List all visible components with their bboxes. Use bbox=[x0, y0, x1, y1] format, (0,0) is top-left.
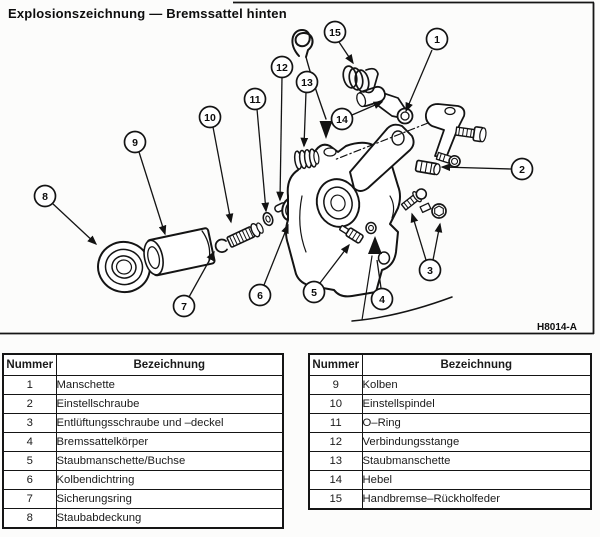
part-name: Einstellschraube bbox=[56, 395, 283, 414]
callout-number-5: 5 bbox=[311, 286, 317, 299]
parts-table bbox=[2, 353, 284, 529]
table-row bbox=[3, 490, 283, 509]
disc-edge-curve bbox=[352, 297, 452, 321]
parts-table bbox=[308, 353, 592, 510]
callout-number-13: 13 bbox=[301, 76, 313, 89]
part-name: Staubabdeckung bbox=[56, 509, 283, 529]
table-row bbox=[309, 452, 591, 471]
part-name: Einstellspindel bbox=[362, 395, 591, 414]
table-row bbox=[3, 471, 283, 490]
parts-table-right bbox=[308, 353, 592, 510]
part-number: 14 bbox=[309, 471, 362, 490]
leader-line-10 bbox=[213, 127, 231, 222]
part-number: 2 bbox=[3, 395, 56, 414]
leader-line-9 bbox=[139, 152, 165, 234]
callout-number-12: 12 bbox=[276, 61, 288, 74]
part-name: Staubmanschette bbox=[362, 452, 591, 471]
part-number: 9 bbox=[309, 376, 362, 395]
bolt-upper bbox=[455, 124, 487, 142]
table-row bbox=[3, 509, 283, 529]
table-row bbox=[309, 395, 591, 414]
callout-number-14: 14 bbox=[336, 113, 348, 126]
figure-code: H8014-A bbox=[536, 322, 577, 333]
table-row bbox=[309, 471, 591, 490]
snap-ring bbox=[216, 239, 227, 252]
part-name: Manschette bbox=[56, 376, 283, 395]
part-number: 5 bbox=[3, 452, 56, 471]
part-number: 13 bbox=[309, 452, 362, 471]
callout-number-1: 1 bbox=[434, 33, 440, 46]
part-number: 4 bbox=[3, 433, 56, 452]
part-name: O–Ring bbox=[362, 414, 591, 433]
column-header: Bezeichnung bbox=[56, 354, 283, 376]
part-name: Verbindungsstange bbox=[362, 433, 591, 452]
column-header: Nummer bbox=[3, 354, 56, 376]
table-row bbox=[309, 376, 591, 395]
callout-number-11: 11 bbox=[249, 93, 261, 106]
table-row bbox=[309, 433, 591, 452]
table-row bbox=[3, 433, 283, 452]
cable-clip bbox=[292, 30, 312, 57]
part-number: 15 bbox=[309, 490, 362, 510]
leader-line-11 bbox=[257, 109, 266, 211]
part-name: Sicherungsring bbox=[56, 490, 283, 509]
leader-line-8 bbox=[52, 203, 96, 244]
parts-table-left bbox=[2, 353, 284, 529]
table-row bbox=[3, 395, 283, 414]
part-number: 7 bbox=[3, 490, 56, 509]
table-row bbox=[3, 376, 283, 395]
part-name: Hebel bbox=[362, 471, 591, 490]
part-number: 6 bbox=[3, 471, 56, 490]
leader-line-13 bbox=[304, 92, 306, 146]
part-number: 8 bbox=[3, 509, 56, 529]
part-name: Staubmanschette/Buchse bbox=[56, 452, 283, 471]
callout-number-2: 2 bbox=[519, 163, 525, 176]
leader-line-6 bbox=[264, 225, 288, 285]
column-header: Bezeichnung bbox=[362, 354, 591, 376]
leader-line-1 bbox=[406, 50, 432, 111]
part-name: Kolbendichtring bbox=[56, 471, 283, 490]
callout-number-3: 3 bbox=[427, 264, 433, 277]
callout-number-4: 4 bbox=[379, 293, 385, 306]
part-number: 10 bbox=[309, 395, 362, 414]
o-ring bbox=[262, 211, 275, 226]
assembly-arrow-down bbox=[320, 121, 333, 139]
part-name: Entlüftungsschraube und –deckel bbox=[56, 414, 283, 433]
callout-number-7: 7 bbox=[181, 300, 187, 313]
leader-line-2 bbox=[442, 167, 511, 169]
part-name: Handbremse–Rückholfeder bbox=[362, 490, 591, 510]
callout-number-10: 10 bbox=[204, 111, 216, 124]
part-number: 12 bbox=[309, 433, 362, 452]
grommet bbox=[398, 109, 413, 124]
leader-line-3 bbox=[433, 224, 440, 260]
table-row bbox=[309, 414, 591, 433]
table-row bbox=[3, 414, 283, 433]
part-name: Bremssattelkörper bbox=[56, 433, 283, 452]
adjusting-spindle bbox=[226, 221, 265, 249]
part-name: Kolben bbox=[362, 376, 591, 395]
part-number: 3 bbox=[3, 414, 56, 433]
page-title: Explosionszeichnung — Bremssattel hinten bbox=[8, 6, 287, 21]
leader-line-15 bbox=[339, 42, 353, 63]
adjusting-screw bbox=[415, 160, 441, 175]
leader-line-12 bbox=[280, 77, 282, 200]
table-row bbox=[3, 452, 283, 471]
callout-number-8: 8 bbox=[42, 190, 48, 203]
table-row bbox=[309, 490, 591, 510]
callout-number-15: 15 bbox=[329, 26, 341, 39]
bleeder-cap bbox=[420, 203, 446, 218]
column-header: Nummer bbox=[309, 354, 362, 376]
part-number: 1 bbox=[3, 376, 56, 395]
part-number: 11 bbox=[309, 414, 362, 433]
callout-number-9: 9 bbox=[132, 136, 138, 149]
callout-number-6: 6 bbox=[257, 289, 263, 302]
leader-line-3 bbox=[412, 214, 426, 260]
